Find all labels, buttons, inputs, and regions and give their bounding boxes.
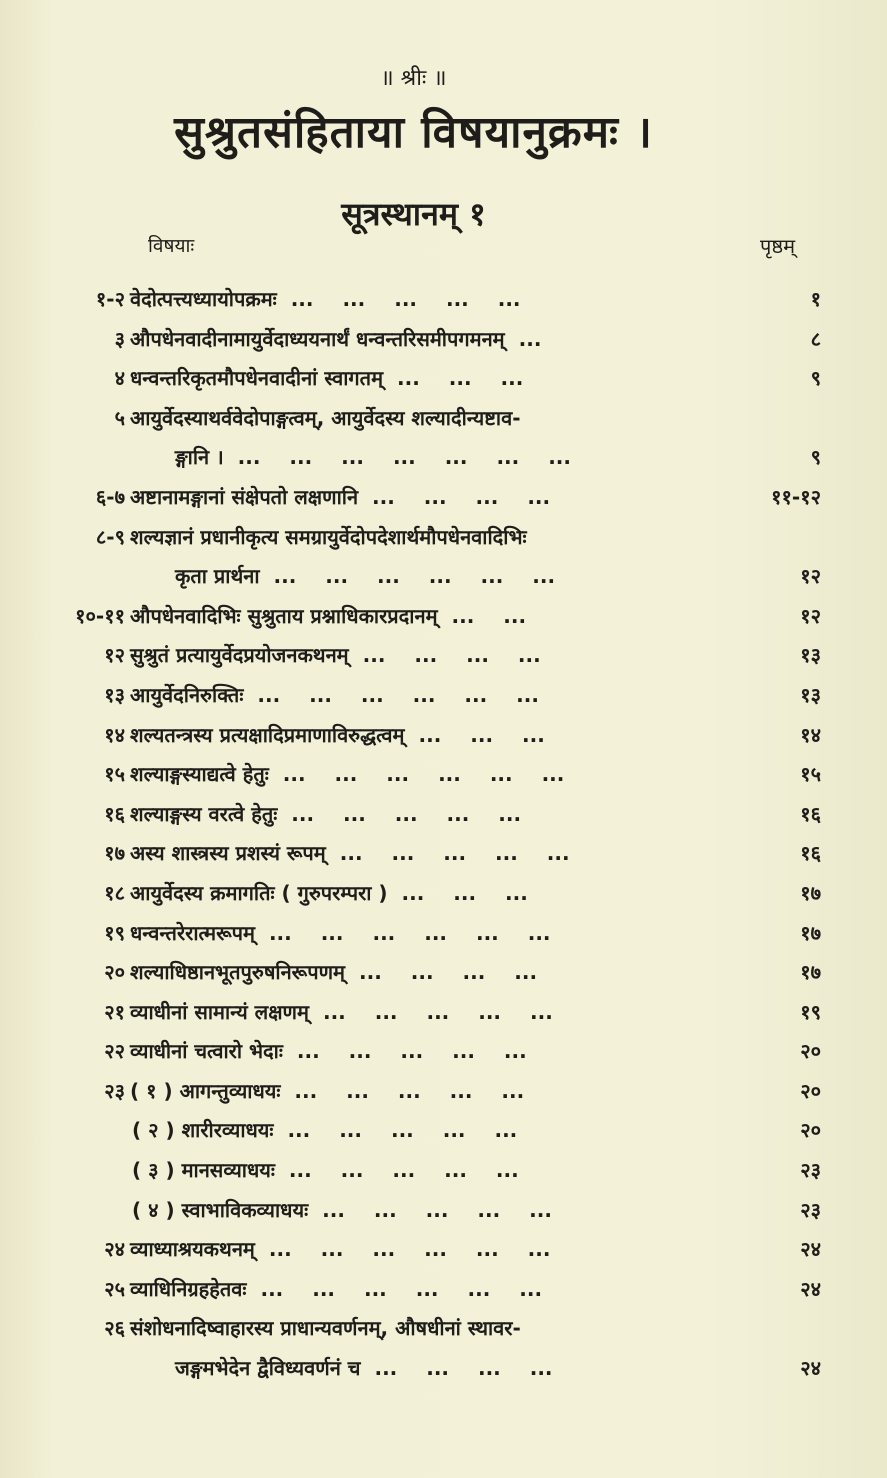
entry-number: २१ <box>104 999 125 1024</box>
toc-entry <box>0 1032 887 1072</box>
entry-text: शल्याधिष्ठानभूतपुरुषनिरूपणम् <box>130 960 345 985</box>
leader-dots: ... ... ... ... ... ... <box>257 682 539 707</box>
toc-entry <box>0 1191 887 1231</box>
entry-page: १७ <box>800 960 821 985</box>
leader-dots: ... ... ... ... <box>359 960 538 985</box>
toc-entry <box>0 1349 887 1389</box>
toc-entry <box>0 874 887 914</box>
entry-page: २० <box>800 1039 821 1064</box>
invocation: ॥ श्रीः ॥ <box>380 66 447 91</box>
entry-number: १८ <box>104 880 125 905</box>
section-heading: सूत्रस्थानम् १ <box>341 195 486 233</box>
leader-dots: ... ... ... ... ... <box>291 801 522 826</box>
entry-number: २५ <box>104 1276 125 1301</box>
entry-text: आयुर्वेदनिरुक्तिः <box>130 682 244 707</box>
entry-page: ११-१२ <box>771 484 821 509</box>
entry-number: १९ <box>104 920 125 945</box>
entry-number: २६ <box>104 1316 125 1341</box>
entry-text: ( ४ ) स्वाभाविकव्याधयः <box>132 1197 309 1222</box>
entry-number: ६-७ <box>95 484 125 509</box>
column-header-subject: विषयाः <box>148 235 195 257</box>
entry-title <box>130 914 551 954</box>
toc-entry <box>0 914 887 954</box>
leader-dots: ... ... ... ... ... <box>322 1197 552 1222</box>
toc-entry <box>0 953 887 993</box>
entry-text: आयुर्वेदस्य क्रमागतिः ( गुरुपरम्परा ) <box>130 880 388 905</box>
entry-page: १२ <box>800 564 821 589</box>
entry-text: ङ्गानि । <box>175 445 224 470</box>
entry-title <box>130 993 553 1033</box>
entry-text: शल्याङ्गस्याद्यत्वे हेतुः <box>130 762 269 787</box>
entry-text: अस्य शास्त्रस्य प्रशस्यं रूपम् <box>130 841 326 866</box>
entry-text: शल्यतन्त्रस्य प्रत्यक्षादिप्रमाणाविरुद्धत्वम् <box>130 722 405 747</box>
entry-number: १०-११ <box>75 603 125 628</box>
toc-entry <box>0 478 887 518</box>
entry-number: ३ <box>114 326 125 351</box>
entry-text: व्याधीनां चत्वारो भेदाः <box>130 1039 283 1064</box>
leader-dots: ... ... ... ... ... <box>294 1078 525 1103</box>
entry-title <box>130 1032 527 1072</box>
entry-text: शल्यज्ञानं प्रधानीकृत्य समग्रायुर्वेदोपदेशार्थमौपधेनवादिभिः <box>130 524 527 549</box>
toc-entry <box>0 716 887 756</box>
entry-title <box>130 716 545 756</box>
entry-text: शल्याङ्गस्य वरत्वे हेतुः <box>130 801 278 826</box>
entry-page: २० <box>800 1118 821 1143</box>
leader-dots: ... ... ... ... ... <box>339 841 570 866</box>
entry-page: १५ <box>800 762 821 787</box>
toc-entry <box>0 399 887 439</box>
entry-page: ९ <box>810 366 821 391</box>
entry-title <box>130 597 526 637</box>
leader-dots: ... ... ... ... ... ... <box>260 1276 543 1301</box>
entry-text: आयुर्वेदस्याथर्ववेदोपाङ्गत्वम्, आयुर्वेदस्य शल्यादीन्यष्टाव- <box>130 405 521 430</box>
toc-entry <box>0 438 887 478</box>
leader-dots: ... ... ... ... ... ... <box>268 1237 551 1262</box>
entry-text: औपधेनवादीनामायुर्वेदाध्ययनार्थं धन्वन्तरिसमीपगमनम् <box>130 326 505 351</box>
leader-dots: ... ... ... ... ... <box>322 999 553 1024</box>
entry-title <box>130 676 539 716</box>
leader-dots: ... ... ... ... <box>362 643 541 668</box>
entry-page: २३ <box>800 1158 821 1183</box>
leader-dots: ... <box>518 326 542 351</box>
entry-title <box>130 874 528 914</box>
entry-text: औपधेनवादिभिः सुश्रुताय प्रश्नाधिकारप्रदानम् <box>130 603 438 628</box>
toc-entry <box>0 359 887 399</box>
leader-dots: ... ... ... ... ... ... <box>282 762 565 787</box>
entry-page: २३ <box>800 1197 821 1222</box>
leader-dots: ... ... ... ... ... <box>287 1118 518 1143</box>
toc-entry <box>0 1072 887 1112</box>
entry-number: १-२ <box>95 287 125 311</box>
entry-number: १६ <box>104 801 125 826</box>
leader-dots: ... ... ... ... ... ... <box>273 564 556 589</box>
entry-text: ( २ ) शारीरव्याधयः <box>132 1118 274 1143</box>
toc-entry <box>0 1230 887 1270</box>
leader-dots: ... ... ... ... <box>372 484 551 509</box>
entry-title <box>130 1072 524 1112</box>
entry-number: ४ <box>114 366 125 391</box>
entry-number: १२ <box>104 643 125 668</box>
entry-title <box>175 557 555 597</box>
entry-title <box>130 953 537 993</box>
entry-number: १५ <box>104 762 125 787</box>
entry-page: १२ <box>800 603 821 628</box>
toc-entry <box>0 993 887 1033</box>
entry-title <box>130 280 521 320</box>
toc-entry <box>0 320 887 360</box>
entry-page: १६ <box>800 841 821 866</box>
toc-entry <box>0 676 887 716</box>
entry-title <box>130 755 564 795</box>
leader-dots: ... ... ... ... ... <box>290 287 521 311</box>
entry-number: २३ <box>104 1078 125 1103</box>
toc-entry <box>0 795 887 835</box>
toc-entry <box>0 557 887 597</box>
entry-title <box>130 795 521 835</box>
entry-text: संशोधनादिष्वाहारस्य प्राधान्यवर्णनम्, औषधीनां स्थावर- <box>130 1316 521 1341</box>
entry-number: १७ <box>104 841 125 866</box>
entry-title <box>175 438 571 478</box>
entry-text: धन्वन्तरेरात्मरूपम् <box>130 920 255 945</box>
entry-page: १६ <box>800 801 821 826</box>
entry-title <box>132 1111 517 1151</box>
leader-dots: ... ... ... <box>418 722 545 747</box>
entry-page: २४ <box>800 1276 821 1301</box>
entry-page: ८ <box>810 326 821 351</box>
leader-dots: ... ... ... ... ... ... ... <box>237 445 571 470</box>
entry-page: २० <box>800 1078 821 1103</box>
toc-entry <box>0 597 887 637</box>
entry-title <box>130 478 550 518</box>
entry-number: ५ <box>114 405 125 430</box>
entry-page: १ <box>810 287 821 311</box>
entry-page: १३ <box>800 643 821 668</box>
entry-number: ८-९ <box>95 524 125 549</box>
leader-dots: ... ... ... ... ... <box>288 1158 519 1183</box>
entry-text: कृता प्रार्थना <box>175 564 260 589</box>
toc-entry <box>0 518 887 558</box>
entry-text: धन्वन्तरिकृतमौपधेनवादीनां स्वागतम् <box>130 366 384 391</box>
entry-text: व्याध्याश्रयकथनम् <box>130 1237 255 1262</box>
entry-title <box>175 1349 553 1389</box>
entry-page: १७ <box>800 880 821 905</box>
entry-title <box>130 636 541 676</box>
entry-page: २४ <box>800 1356 821 1381</box>
entry-title <box>130 320 541 360</box>
entry-number: २२ <box>104 1039 125 1064</box>
entry-title <box>130 518 541 558</box>
leader-dots: ... ... ... ... <box>374 1356 553 1381</box>
entry-page: १३ <box>800 682 821 707</box>
entry-page: १४ <box>800 722 821 747</box>
entry-text: ( १ ) आगन्तुव्याधयः <box>130 1078 281 1103</box>
table-of-contents <box>0 280 887 1389</box>
entry-text: ( ३ ) मानसव्याधयः <box>132 1158 275 1183</box>
page-title: सुश्रुतसंहिताया विषयानुक्रमः । <box>174 107 653 158</box>
toc-entry <box>0 636 887 676</box>
entry-title <box>130 1230 550 1270</box>
entry-title <box>130 359 523 399</box>
entry-number: १३ <box>104 682 125 707</box>
toc-entry <box>0 1111 887 1151</box>
leader-dots: ... ... <box>451 603 527 628</box>
entry-title <box>130 1270 542 1310</box>
entry-number: २४ <box>104 1237 125 1262</box>
entry-text: वेदोत्पत्त्यध्यायोपक्रमः <box>130 287 277 311</box>
column-header-page: पृष्ठम् <box>760 234 796 258</box>
toc-entry <box>0 755 887 795</box>
entry-title <box>130 399 535 439</box>
toc-entry <box>0 1151 887 1191</box>
leader-dots: ... ... ... ... ... <box>296 1039 527 1064</box>
toc-entry <box>0 1309 887 1349</box>
entry-page: २४ <box>800 1237 821 1262</box>
toc-entry <box>0 1270 887 1310</box>
leader-dots: ... ... ... <box>401 880 528 905</box>
entry-text: जङ्गमभेदेन द्वैविध्यवर्णनं च <box>175 1356 361 1381</box>
entry-text: अष्टानामङ्गानां संक्षेपतो लक्षणानि <box>130 484 359 509</box>
entry-number: २० <box>104 960 125 985</box>
entry-text: व्याधीनां सामान्यं लक्षणम् <box>130 999 309 1024</box>
leader-dots: ... ... ... ... ... ... <box>268 920 551 945</box>
entry-title <box>130 1309 535 1349</box>
entry-page: ९ <box>810 445 821 470</box>
entry-text: व्याधिनिग्रहहेतवः <box>130 1276 247 1301</box>
entry-page: १७ <box>800 920 821 945</box>
toc-entry <box>0 834 887 874</box>
leader-dots: ... ... ... <box>397 366 524 391</box>
entry-title <box>132 1191 552 1231</box>
entry-page: १९ <box>800 999 821 1024</box>
toc-entry <box>0 280 887 320</box>
entry-number: १४ <box>104 722 125 747</box>
entry-title <box>130 834 570 874</box>
entry-text: सुश्रुतं प्रत्यायुर्वेदप्रयोजनकथनम् <box>130 643 349 668</box>
entry-title <box>132 1151 519 1191</box>
